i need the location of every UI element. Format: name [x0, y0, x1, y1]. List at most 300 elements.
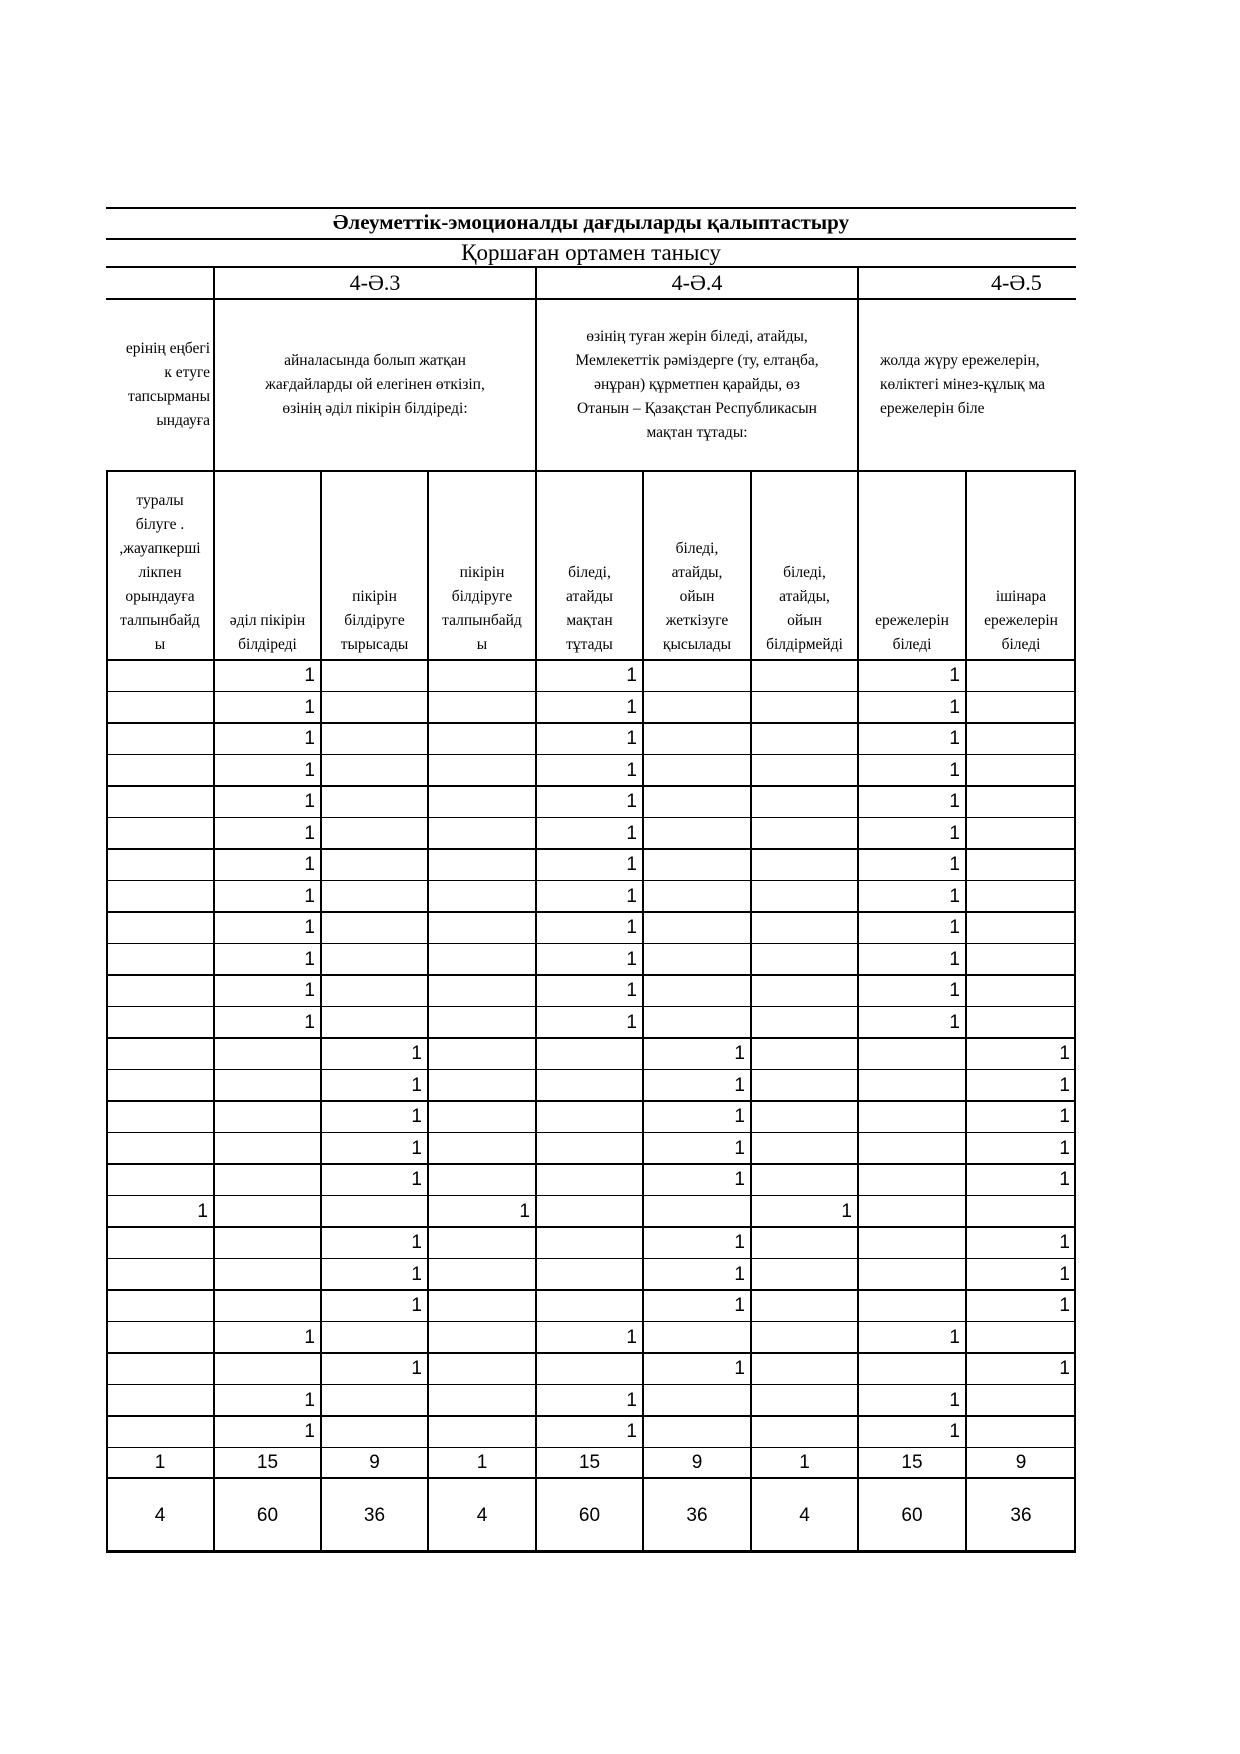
table-cell	[428, 975, 536, 1007]
table-cell	[858, 1133, 966, 1165]
table-cell	[106, 1322, 214, 1354]
description-line: әнұран) құрметпен қарайды, өз	[594, 376, 800, 393]
table-cell	[751, 1070, 858, 1102]
table-cell: 1	[304, 696, 315, 718]
total-cell: 1	[476, 1451, 488, 1473]
table-cell	[966, 849, 1076, 881]
column-header-line: пікірін	[459, 564, 505, 581]
table-cell	[643, 849, 751, 881]
column-header-line: әділ пікірін	[229, 612, 306, 629]
table-cell: 1	[626, 696, 637, 718]
column-header-line: ойын	[787, 612, 822, 629]
total-cell: 15	[901, 1451, 923, 1473]
total-cell: 15	[578, 1451, 601, 1473]
table-cell	[321, 1196, 428, 1228]
sheet-subtitle: Қоршаған ортамен танысу	[461, 240, 721, 265]
column-header-line: білдірмейді	[766, 636, 843, 653]
percent-cell: 36	[686, 1504, 708, 1526]
table-cell	[536, 1353, 643, 1385]
table-cell	[751, 1038, 858, 1070]
table-cell: 1	[734, 1358, 745, 1379]
table-cell	[321, 944, 428, 976]
group-description	[214, 299, 536, 471]
table-cell: 1	[1059, 1106, 1070, 1127]
table-cell	[966, 660, 1076, 692]
table-cell	[966, 881, 1076, 913]
column-header-line: ережелерін	[984, 612, 1058, 629]
table-cell: 1	[1059, 1295, 1070, 1316]
table-cell	[751, 1290, 858, 1322]
table-cell	[106, 849, 214, 881]
table-cell: 1	[411, 1074, 422, 1096]
table-cell: 1	[304, 728, 315, 749]
table-cell	[966, 692, 1076, 724]
column-header-line: білуге .	[135, 516, 185, 533]
table-cell: 1	[626, 665, 637, 686]
table-cell	[428, 1353, 536, 1385]
table-cell	[643, 944, 751, 976]
percent-cell: 60	[901, 1504, 923, 1526]
table-cell	[428, 881, 536, 913]
table-cell: 1	[626, 791, 637, 812]
group-description	[106, 299, 214, 471]
table-cell	[536, 1164, 643, 1196]
column-header-line: біледі	[892, 636, 932, 653]
table-cell	[214, 1259, 321, 1291]
table-cell	[751, 975, 858, 1007]
table-cell	[321, 849, 428, 881]
table-cell	[106, 1416, 214, 1448]
table-cell	[643, 723, 751, 755]
table-cell	[428, 692, 536, 724]
table-cell	[428, 1133, 536, 1165]
assessment-sheet	[106, 207, 1076, 1554]
table-cell	[428, 755, 536, 787]
table-cell: 1	[304, 822, 315, 844]
table-cell	[751, 881, 858, 913]
table-cell	[643, 786, 751, 818]
table-cell: 1	[626, 1011, 637, 1033]
table-cell	[643, 692, 751, 724]
table-cell	[428, 1038, 536, 1070]
table-cell	[321, 1416, 428, 1448]
table-cell	[643, 755, 751, 787]
table-cell	[428, 1070, 536, 1102]
group-code: 4-Ә.5	[991, 270, 1042, 295]
table-cell	[321, 660, 428, 692]
table-cell	[214, 1290, 321, 1322]
group-description	[858, 299, 1076, 471]
group-code: 4-Ә.4	[671, 270, 723, 295]
table-cell	[536, 1227, 643, 1259]
table-cell: 1	[411, 1263, 422, 1285]
description-line: мақтан тұтады:	[646, 424, 748, 441]
table-cell	[214, 1353, 321, 1385]
table-cell	[751, 692, 858, 724]
table-cell: 1	[626, 980, 637, 1001]
description-line: өзінің туған жерін біледі, атайды,	[586, 328, 808, 345]
description-line: Отанын – Қазақстан Республикасын	[577, 400, 817, 417]
table-cell: 1	[411, 1137, 422, 1159]
table-cell	[214, 1133, 321, 1165]
table-cell	[106, 1007, 214, 1039]
column-header-line: тұтады	[566, 636, 613, 653]
table-cell	[858, 1101, 966, 1133]
column-header-line: білдіруге	[344, 612, 405, 629]
table-cell: 1	[304, 665, 315, 686]
table-cell	[751, 1133, 858, 1165]
rule-title	[106, 238, 1076, 241]
total-cell: 1	[799, 1451, 810, 1473]
description-line: ерінің еңбегі	[125, 340, 210, 357]
column-header-line: лікпен	[138, 564, 182, 581]
table-cell: 1	[411, 1358, 422, 1379]
description-line: айналасында болып жатқан	[284, 352, 466, 369]
table-cell: 1	[626, 728, 637, 749]
table-cell: 1	[949, 696, 960, 718]
table-cell: 1	[304, 1326, 315, 1348]
table-cell	[643, 1385, 751, 1417]
table-cell: 1	[949, 885, 960, 907]
table-cell	[321, 1322, 428, 1354]
table-cell	[428, 660, 536, 692]
table-cell	[428, 849, 536, 881]
table-cell	[751, 1322, 858, 1354]
table-cell	[643, 1322, 751, 1354]
table-cell	[428, 1259, 536, 1291]
table-cell	[106, 1353, 214, 1385]
table-cell: 1	[626, 1326, 637, 1348]
table-cell	[321, 975, 428, 1007]
column-header-line: ,жауапкерші	[119, 540, 201, 557]
column-header-line: атайды,	[779, 588, 830, 605]
table-cell	[106, 975, 214, 1007]
table-cell	[321, 912, 428, 944]
table-cell	[536, 1070, 643, 1102]
table-cell	[428, 1227, 536, 1259]
column-header	[106, 471, 214, 660]
table-cell	[751, 1385, 858, 1417]
table-cell	[428, 912, 536, 944]
table-cell	[966, 755, 1076, 787]
percent-cell: 60	[578, 1504, 601, 1526]
group-description	[536, 299, 858, 471]
table-cell	[428, 723, 536, 755]
table-cell	[321, 723, 428, 755]
table-cell: 1	[304, 980, 315, 1001]
column-header	[321, 471, 428, 660]
table-cell	[106, 786, 214, 818]
table-cell: 1	[949, 1011, 960, 1033]
table-cell	[428, 1007, 536, 1039]
table-cell	[106, 1385, 214, 1417]
table-cell	[966, 1322, 1076, 1354]
table-cell: 1	[734, 1106, 745, 1127]
table-cell	[966, 1385, 1076, 1417]
percent-cell: 4	[799, 1504, 810, 1526]
table-cell: 1	[626, 948, 637, 970]
table-cell: 1	[734, 1074, 745, 1096]
percent-cell: 36	[363, 1504, 386, 1526]
table-cell: 1	[1059, 1137, 1070, 1159]
table-cell	[858, 1227, 966, 1259]
total-cell: 9	[1015, 1451, 1027, 1473]
table-cell: 1	[949, 791, 960, 812]
table-cell	[858, 1259, 966, 1291]
column-header	[643, 471, 751, 660]
table-cell	[214, 1227, 321, 1259]
table-cell: 1	[304, 791, 315, 812]
description-line: ережелерін біле	[880, 400, 985, 417]
description-line: Мемлекеттік рәміздерге (ту, елтаңба,	[575, 352, 819, 369]
table-cell	[428, 1385, 536, 1417]
table-cell	[536, 1259, 643, 1291]
table-cell	[321, 692, 428, 724]
column-header	[428, 471, 536, 660]
table-cell	[751, 1007, 858, 1039]
column-header-line: біледі	[1001, 636, 1041, 653]
table-cell	[106, 1101, 214, 1133]
column-header-line: атайды	[566, 588, 613, 605]
table-cell	[643, 1007, 751, 1039]
table-cell	[106, 660, 214, 692]
table-cell: 1	[411, 1106, 422, 1127]
table-cell	[858, 1290, 966, 1322]
table-cell	[643, 975, 751, 1007]
column-header-line: мақтан	[566, 612, 613, 629]
table-cell	[106, 723, 214, 755]
table-cell: 1	[304, 917, 315, 938]
table-cell	[966, 1007, 1076, 1039]
table-cell	[751, 1164, 858, 1196]
description-line: көліктегі мінез-құлық ма	[880, 376, 1046, 393]
table-cell	[966, 944, 1076, 976]
table-cell	[643, 818, 751, 850]
column-header-line: ойын	[679, 588, 715, 605]
table-cell: 1	[304, 759, 315, 781]
column-header-line: жеткізуге	[665, 612, 729, 629]
table-cell: 1	[734, 1043, 745, 1064]
column-header-line: орындауға	[125, 588, 195, 605]
column-header-line: талпынбайд	[442, 612, 522, 629]
column-header	[966, 471, 1076, 660]
table-cell	[106, 1133, 214, 1165]
column-header-line: ы	[154, 636, 166, 653]
table-cell	[858, 1353, 966, 1385]
rule-top	[106, 207, 1076, 209]
table-cell	[536, 1133, 643, 1165]
column-header	[536, 471, 643, 660]
table-cell	[858, 1164, 966, 1196]
table-cell: 1	[304, 1389, 315, 1411]
table-cell	[428, 786, 536, 818]
table-cell	[643, 912, 751, 944]
description-line: ындауға	[156, 412, 210, 429]
table-cell	[106, 1290, 214, 1322]
table-cell: 1	[734, 1169, 745, 1190]
column-header-line: тырысады	[340, 636, 409, 653]
column-header-line: білдіруге	[451, 588, 513, 605]
table-cell	[858, 1038, 966, 1070]
table-cell	[536, 1196, 643, 1228]
table-cell: 1	[411, 1295, 422, 1316]
total-cell: 9	[691, 1451, 703, 1473]
description-line: тапсырманы	[127, 388, 210, 405]
table-cell	[966, 1196, 1076, 1228]
sheet-title: Әлеуметтік-эмоционалды дағдыларды қалыптастыру	[332, 210, 850, 234]
table-cell: 1	[949, 948, 960, 970]
table-cell: 1	[1059, 1043, 1070, 1064]
table-cell	[321, 1385, 428, 1417]
column-header	[858, 471, 966, 660]
table-cell: 1	[626, 1389, 637, 1411]
table-cell: 1	[626, 822, 637, 844]
column-header-line: ережелерін	[875, 612, 949, 629]
table-cell: 1	[949, 665, 960, 686]
table-cell	[428, 1290, 536, 1322]
table-cell	[428, 1101, 536, 1133]
column-header	[214, 471, 321, 660]
table-cell: 1	[949, 728, 960, 749]
table-cell	[428, 1164, 536, 1196]
table-cell: 1	[411, 1169, 422, 1190]
column-header-line: туралы	[136, 492, 184, 509]
table-cell	[106, 755, 214, 787]
table-cell: 1	[734, 1295, 745, 1316]
table-cell	[643, 660, 751, 692]
table-cell: 1	[949, 759, 960, 781]
table-cell: 1	[626, 854, 637, 875]
table-cell	[751, 755, 858, 787]
table-cell	[214, 1196, 321, 1228]
table-cell	[966, 1416, 1076, 1448]
table-cell	[106, 881, 214, 913]
table-cell: 1	[1059, 1074, 1070, 1096]
table-cell	[536, 1290, 643, 1322]
table-cell	[428, 944, 536, 976]
table-cell	[214, 1101, 321, 1133]
table-cell	[858, 1196, 966, 1228]
column-header-line: біледі,	[568, 564, 611, 581]
table-cell: 1	[949, 1326, 960, 1348]
table-cell	[321, 755, 428, 787]
table-cell	[106, 912, 214, 944]
table-cell: 1	[734, 1263, 745, 1285]
table-cell	[966, 786, 1076, 818]
percent-cell: 60	[256, 1504, 279, 1526]
table-cell	[751, 1101, 858, 1133]
table-cell	[751, 944, 858, 976]
table-cell	[751, 849, 858, 881]
column-header-line: пікірін	[352, 588, 397, 605]
table-cell	[428, 818, 536, 850]
group-code	[106, 267, 214, 299]
table-cell	[428, 1322, 536, 1354]
table-cell: 1	[1059, 1263, 1070, 1285]
table-cell	[643, 1196, 751, 1228]
table-cell: 1	[949, 822, 960, 844]
column-header-line: біледі,	[783, 564, 826, 581]
table-cell: 1	[949, 1421, 960, 1442]
table-cell: 1	[304, 885, 315, 907]
column-header	[751, 471, 858, 660]
table-cell: 1	[411, 1043, 422, 1064]
table-cell: 1	[304, 1011, 315, 1033]
table-cell	[643, 881, 751, 913]
table-cell	[751, 1259, 858, 1291]
table-cell: 1	[411, 1232, 422, 1253]
table-cell	[536, 1038, 643, 1070]
table-cell	[643, 1416, 751, 1448]
table-cell: 1	[949, 854, 960, 875]
percent-cell: 36	[1010, 1504, 1032, 1526]
table-cell	[106, 1164, 214, 1196]
table-cell	[966, 723, 1076, 755]
table-cell	[858, 1070, 966, 1102]
table-cell	[536, 1101, 643, 1133]
table-cell: 1	[734, 1137, 745, 1159]
table-cell	[321, 818, 428, 850]
table-cell	[966, 818, 1076, 850]
table-cell: 1	[626, 885, 637, 907]
table-cell	[751, 786, 858, 818]
table-cell: 1	[626, 1421, 637, 1442]
table-cell	[751, 1353, 858, 1385]
table-cell: 1	[304, 1421, 315, 1442]
table-cell	[214, 1164, 321, 1196]
description-line: к етуге	[164, 364, 210, 381]
table-cell: 1	[841, 1200, 852, 1222]
table-cell	[966, 912, 1076, 944]
table-cell	[106, 1259, 214, 1291]
description-line: жағдайларды ой елегінен өткізіп,	[265, 376, 485, 393]
table-cell	[751, 1416, 858, 1448]
table-cell: 1	[734, 1232, 745, 1253]
table-cell	[428, 1416, 536, 1448]
table-cell: 1	[304, 948, 315, 970]
table-cell	[106, 1070, 214, 1102]
table-cell	[106, 1227, 214, 1259]
percent-cell: 4	[476, 1504, 488, 1526]
column-header-line: атайды,	[671, 564, 723, 581]
table-cell: 1	[949, 980, 960, 1001]
total-cell: 15	[256, 1451, 279, 1473]
table-cell	[214, 1070, 321, 1102]
column-header-line: қысылады	[662, 636, 732, 653]
table-cell	[321, 1007, 428, 1039]
table-cell	[751, 912, 858, 944]
group-code: 4-Ә.3	[349, 270, 401, 295]
column-header-line: талпынбайд	[120, 612, 200, 629]
column-header-line: ішінара	[995, 588, 1047, 605]
table-cell	[751, 660, 858, 692]
column-header-line: ы	[476, 636, 488, 653]
column-header-line: білдіреді	[238, 636, 297, 653]
table-cell: 1	[1059, 1358, 1070, 1379]
table-cell	[106, 818, 214, 850]
total-cell: 9	[369, 1451, 380, 1473]
table-cell	[214, 1038, 321, 1070]
table-cell	[751, 1227, 858, 1259]
table-cell: 1	[519, 1200, 530, 1222]
table-cell	[966, 975, 1076, 1007]
description-line: өзінің әділ пікірін білдіреді:	[282, 400, 468, 417]
table-cell: 1	[304, 854, 315, 875]
table-cell: 1	[626, 917, 637, 938]
table-cell	[106, 1038, 214, 1070]
column-header-line: біледі,	[675, 540, 719, 557]
table-cell: 1	[1059, 1232, 1070, 1253]
